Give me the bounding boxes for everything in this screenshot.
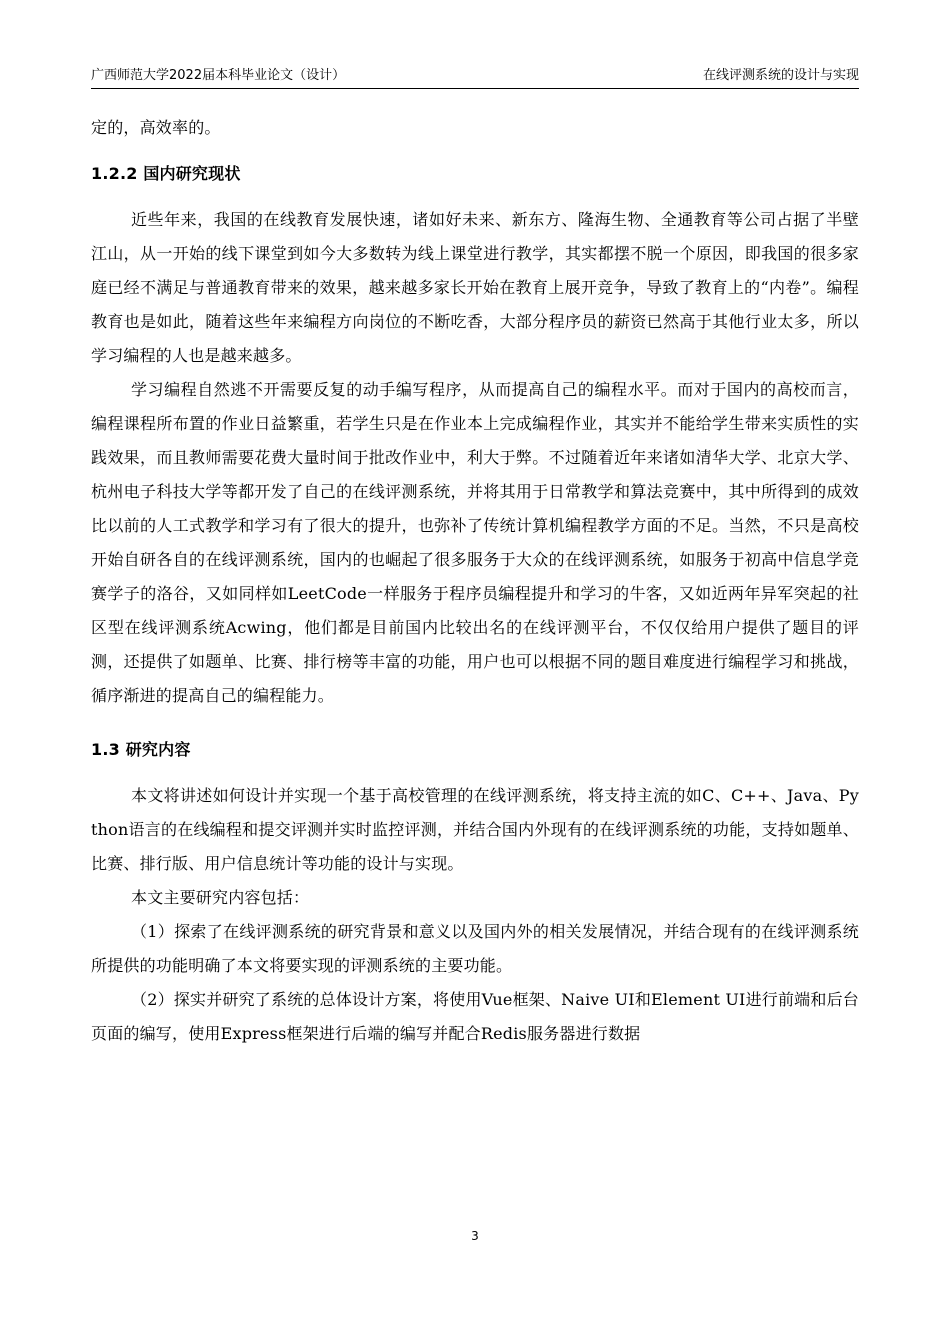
list-item: （1）探索了在线评测系统的研究背景和意义以及国内外的相关发展情况，并结合现有的在线评测系统所提供的功能明确了本文将要实现的评测系统的主要功能。 (91, 922, 859, 975)
section-heading-1-3: 1.3 研究内容 (91, 740, 191, 759)
header-thesis-title: 广西师范大学2022届本科毕业论文（设计） (91, 68, 346, 83)
header-paper-title: 在线评测系统的设计与实现 (702, 68, 859, 83)
paragraph: 学习编程自然逃不开需要反复的动手编写程序，从而提高自己的编程水平。而对于国内的高校而言，编程课程所布置的作业日益繁重，若学生只是在作业本上完成编程作业，其实并不能给学生带来实质性的实践效果，而且教师需要花费大量时间于批改作业中，利大于弊。不过随着近年来诸如清华大学、北京大学、杭州电子科技大学等都开发了自己的在线评测系统，并将其用于日常教学和算法竞赛中，其中所得到的成效比以前的人工式教学和学习有了很大的提升，也弥补了传统计算机编程教学方面的不足。当然，不只是高校开始自研各自的在线评测系统，国内的也崛起了很多服务于大众的在线评测系统，如服务于初高中信息学竞赛学子的洛谷，又如同样如LeetCode一样服务于程序员编程提升和学习的牛客，又如近两年异军突起的社区型在线评测系统Acwing，他们都是目前国内比较出名的在线评测平台，不仅仅给用户提供了题目的评测，还提供了如题单、比赛、排行榜等丰富的功能，用户也可以根据不同的题目难度进行编程学习和挑战，循序渐进的提高自己的编程能力。 (91, 380, 859, 705)
paragraph-continuation: 定的，高效率的。 (91, 118, 221, 137)
page-body (91, 111, 859, 1051)
paragraph: 近些年来，我国的在线教育发展快速，诸如好未来、新东方、隆海生物、全通教育等公司占据了半壁江山，从一开始的线下课堂到如今大多数转为线上课堂进行教学，其实都摆不脱一个原因，即我国的很多家庭已经不满足与普通教育带来的效果，越来越多家长开始在教育上展开竞争，导致了教育上的“内卷”。编程教育也是如此，随着这些年来编程方向岗位的不断吃香，大部分程序员的薪资已然高于其他行业太多，所以学习编程的人也是越来越多。 (91, 210, 859, 365)
section-heading-1-2-2: 1.2.2 国内研究现状 (91, 164, 241, 183)
running-header (91, 66, 859, 89)
page-number: 3 (471, 1229, 479, 1243)
paragraph: 本文将讲述如何设计并实现一个基于高校管理的在线评测系统，将支持主流的如C、C++、Java、Python语言的在线编程和提交评测并实时监控评测，并结合国内外现有的在线评测系统的功能，支持如题单、比赛、排行版、用户信息统计等功能的设计与实现。 (91, 786, 859, 873)
list-item: （2）探实并研究了系统的总体设计方案，将使用Vue框架、Naive UI和Element UI进行前端和后台页面的编写，使用Express框架进行后端的编写并配合Redis服务器进行数据 (91, 990, 859, 1043)
paragraph: 本文主要研究内容包括： (131, 888, 310, 907)
